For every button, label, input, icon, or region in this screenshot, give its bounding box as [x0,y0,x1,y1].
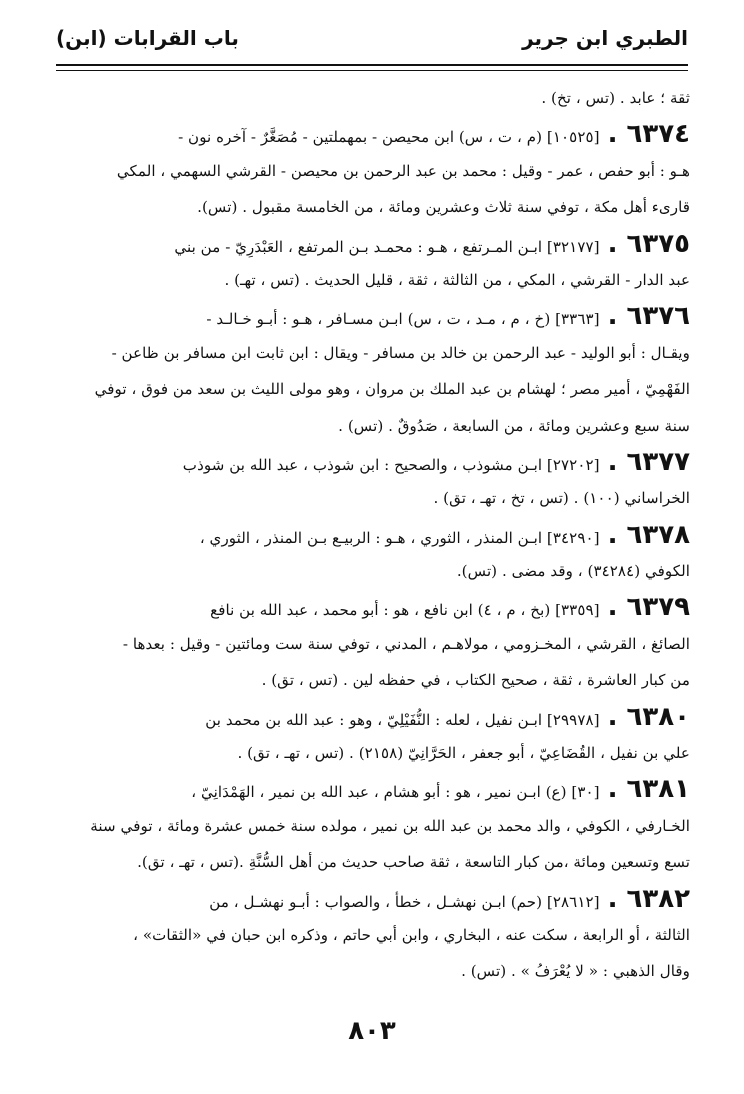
line-text: تسع وتسعين ومائة ،من كبار التاسعة ، ثقة صاحب حديث من أهل السُّنَّةِ .(تس ، تهـ ، تق). [137,853,690,872]
line-text: علي بن نفيل ، القُضَاعِيّ ، أبو جعفر ، الحَرَّانِيّ (٢١٥٨) . (تس ، تهـ ، تق) . [237,744,690,763]
text-line [52,444,690,480]
line-text: [٢٨٦١٢] (حم) ابـن نهشـل ، خطأ ، والصواب : أبـو نهشـل ، من [209,892,600,911]
header-left-title: باب القرابات (ابن) [56,26,239,50]
entry-number: ٦٣٧٥ . [607,228,690,259]
text-line [52,626,690,662]
text-line [52,262,690,298]
entry-number: ٦٣٨٠ . [607,701,690,732]
line-text: [٣٣٦٣] (خ ، م ، مـد ، ت ، س) ابـن مسـافر ، هـو : أبـو خـالـد - [206,310,600,329]
text-line [52,371,690,407]
entry-number: ٦٣٧٤ . [607,119,690,150]
line-text: ويقـال : أبو الوليد - عبد الرحمن بن خالد بن مسافر - ويقال : ابن ثابت ابن مسافر بن ظاعن - [111,343,690,362]
running-header [56,26,688,66]
text-line [52,662,690,698]
line-text: سنة سبع وعشرين ومائة ، من السابعة ، صَدُوقٌ . (تس) . [338,416,690,435]
text-line [52,408,690,444]
line-text: الصائغ ، القرشي ، المخـزومي ، مولاهـم ، المدني ، توفي سنة ست ومائتين - وقيل : بعدها - [122,634,690,653]
entry-number: ٦٣٧٩ . [607,592,690,623]
line-text: عبد الدار - القرشي ، المكي ، من الثالثة ، ثقة ، قليل الحديث . (تس ، تهـ) . [224,270,690,289]
text-line [52,226,690,262]
text-line [52,80,690,116]
text-line [52,771,690,807]
line-text: [٣٤٢٩٠] ابـن المنذر ، الثوري ، هـو : الربيـع بـن المنذر ، الثوري ، [199,528,600,547]
text-line [52,553,690,589]
text-line [52,517,690,553]
text-line [52,116,690,152]
line-text: الخراساني (١٠٠) . (تس ، تخ ، تهـ ، تق) . [433,489,690,508]
text-line [52,699,690,735]
text-line [52,808,690,844]
entry-number: ٦٣٨٢ . [607,883,690,914]
entry-number: ٦٣٧٦ . [607,301,690,332]
text-line [52,953,690,989]
text-line [52,153,690,189]
line-text: وقال الذهبي : « لا يُعْرَفُ » . (تس) . [461,962,690,981]
line-text: [٢٩٩٧٨] ابـن نفيل ، لعله : النُّفَيْلِيّ ، وهو : عبد الله بن محمد بن [205,710,600,729]
line-text: [٣٢١٧٧] ابـن المـرتفع ، هـو : محمـد بـن المرتفع ، العَبْدَرِيّ - من بني [174,237,600,256]
line-text: هـو : أبو حفص ، عمر - وقيل : محمد بن عبد الرحمن بن محيصن - القرشي السهمي ، المكي [116,161,690,180]
header-right-title: الطبري ابن جرير [522,26,688,50]
text-line [52,589,690,625]
page-body [52,80,690,990]
text-line [52,735,690,771]
line-text: [٣٠] (ع) ابـن نمير ، هو : أبو هشام ، عبد الله بن نمير ، الهَمْدَانِيّ ، [191,783,600,802]
text-line [52,480,690,516]
line-text: من كبار العاشرة ، ثقة ، صحيح الكتاب ، في حفظه لين . (تس ، تق) . [261,671,690,690]
text-line [52,298,690,334]
page-number: ٨٠٣ [348,1016,396,1046]
text-line [52,189,690,225]
line-text: [١٠٥٢٥] (م ، ت ، س) ابن محيصن - بمهملتين - مُصَغَّرٌ - آخره نون - [178,128,600,147]
entry-number: ٦٣٧٨ . [607,519,690,550]
line-text: الكوفي (٣٤٢٨٤) ، وقد مضى . (تس). [456,562,690,581]
line-text: الثالثة ، أو الرابعة ، سكت عنه ، البخاري ، وابن أبي حاتم ، وذكره ابن حبان في «الثقات» ، [133,925,690,944]
text-line [52,881,690,917]
text-line [52,335,690,371]
text-line [52,844,690,880]
line-text: [٣٣٥٩] (بخ ، م ، ٤) ابن نافع ، هو : أبو محمد ، عبد الله بن نافع [210,601,600,620]
entry-number: ٦٣٧٧ . [607,446,690,477]
header-rule-thin [56,70,688,71]
text-line [52,917,690,953]
line-text: قارىء أهل مكة ، توفي سنة ثلاث وعشرين ومائة ، من الخامسة مقبول . (تس). [197,198,690,217]
header-rule-thick [56,64,688,66]
entry-number: ٦٣٨١ . [607,774,690,805]
line-text: ثقة ؛ عابد . (تس ، تخ) . [541,89,690,107]
line-text: الخـارفي ، الكوفي ، والد محمد بن عبد الله بن نمير ، مولده سنة خمس عشرة ومائة ، توفي سنة [90,816,690,835]
line-text: [٢٧٢٠٢] ابـن مشوذب ، والصحيح : ابن شوذب ، عبد الله بن شوذب [182,455,600,474]
line-text: الفَهْمِيّ ، أمير مصر ؛ لهشام بن عبد الملك بن مروان ، وهو مولى الليث بن سعد من فوق ، توفي [94,380,690,399]
